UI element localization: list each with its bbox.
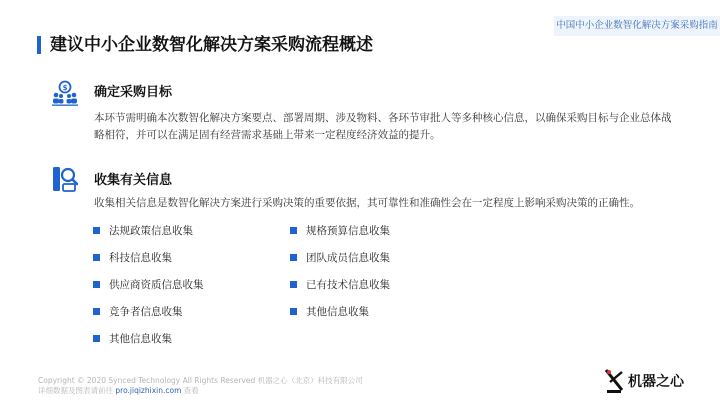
bullet-square-icon — [290, 308, 297, 315]
logo-text: 机器之心 — [628, 374, 684, 390]
bullet-square-icon — [93, 281, 100, 288]
team-dollar-icon — [52, 80, 78, 106]
search-info-icon — [52, 166, 78, 192]
list-item: 团队成员信息收集 — [290, 244, 390, 271]
section-body-goal: 本环节需明确本次数智化解决方案要点、部署周期、涉及物料、各环节审批人等多种核心信息，以确保采购目标与企业总体战略相符，并可以在满足固有经营需求基础上带来一定程度经济效益的提升。 — [94, 112, 672, 141]
report-tag: 中国中小企业数智化解决方案采购指南 — [554, 16, 720, 36]
footer — [38, 376, 363, 396]
copyright-text: Copyright © 2020 Synced Technology All Rights Reserved 机器之心（北京）科技有限公司 — [38, 376, 363, 385]
list-item: 其他信息收集 — [290, 298, 390, 325]
section-title-goal: 确定采购目标 — [94, 85, 173, 100]
footer-link-line: 详细数据及图表请前往 pro.jiqizhixin.com 查看 — [38, 386, 199, 395]
list-item: 其他信息收集 — [93, 325, 204, 352]
svg-text:$: $ — [62, 84, 68, 92]
bullet-square-icon — [290, 281, 297, 288]
list-item: 规格预算信息收集 — [290, 217, 390, 244]
section-body-info: 收集相关信息是数智化解决方案进行采购决策的重要依据，其可靠性和准确性会在一定程度上影响采购决策的正确性。 — [94, 197, 640, 209]
bullet-square-icon — [93, 254, 100, 261]
info-list-left — [93, 217, 204, 352]
title-accent-bar — [37, 36, 41, 54]
list-item: 法规政策信息收集 — [93, 217, 204, 244]
brand-logo — [604, 366, 684, 396]
list-item: 竞争者信息收集 — [93, 298, 204, 325]
bullet-square-icon — [290, 227, 297, 234]
robot-logo-icon — [604, 368, 624, 394]
page-title: 建议中小企业数智化解决方案采购流程概述 — [50, 35, 373, 55]
list-item: 供应商资质信息收集 — [93, 271, 204, 298]
list-item: 科技信息收集 — [93, 244, 204, 271]
bullet-square-icon — [93, 227, 100, 234]
list-item: 已有技术信息收集 — [290, 271, 390, 298]
footer-link[interactable]: pro.jiqizhixin.com — [115, 386, 182, 395]
section-title-info: 收集有关信息 — [94, 173, 173, 188]
bullet-square-icon — [93, 308, 100, 315]
info-list-right — [290, 217, 390, 325]
bullet-square-icon — [93, 335, 100, 342]
bullet-square-icon — [290, 254, 297, 261]
